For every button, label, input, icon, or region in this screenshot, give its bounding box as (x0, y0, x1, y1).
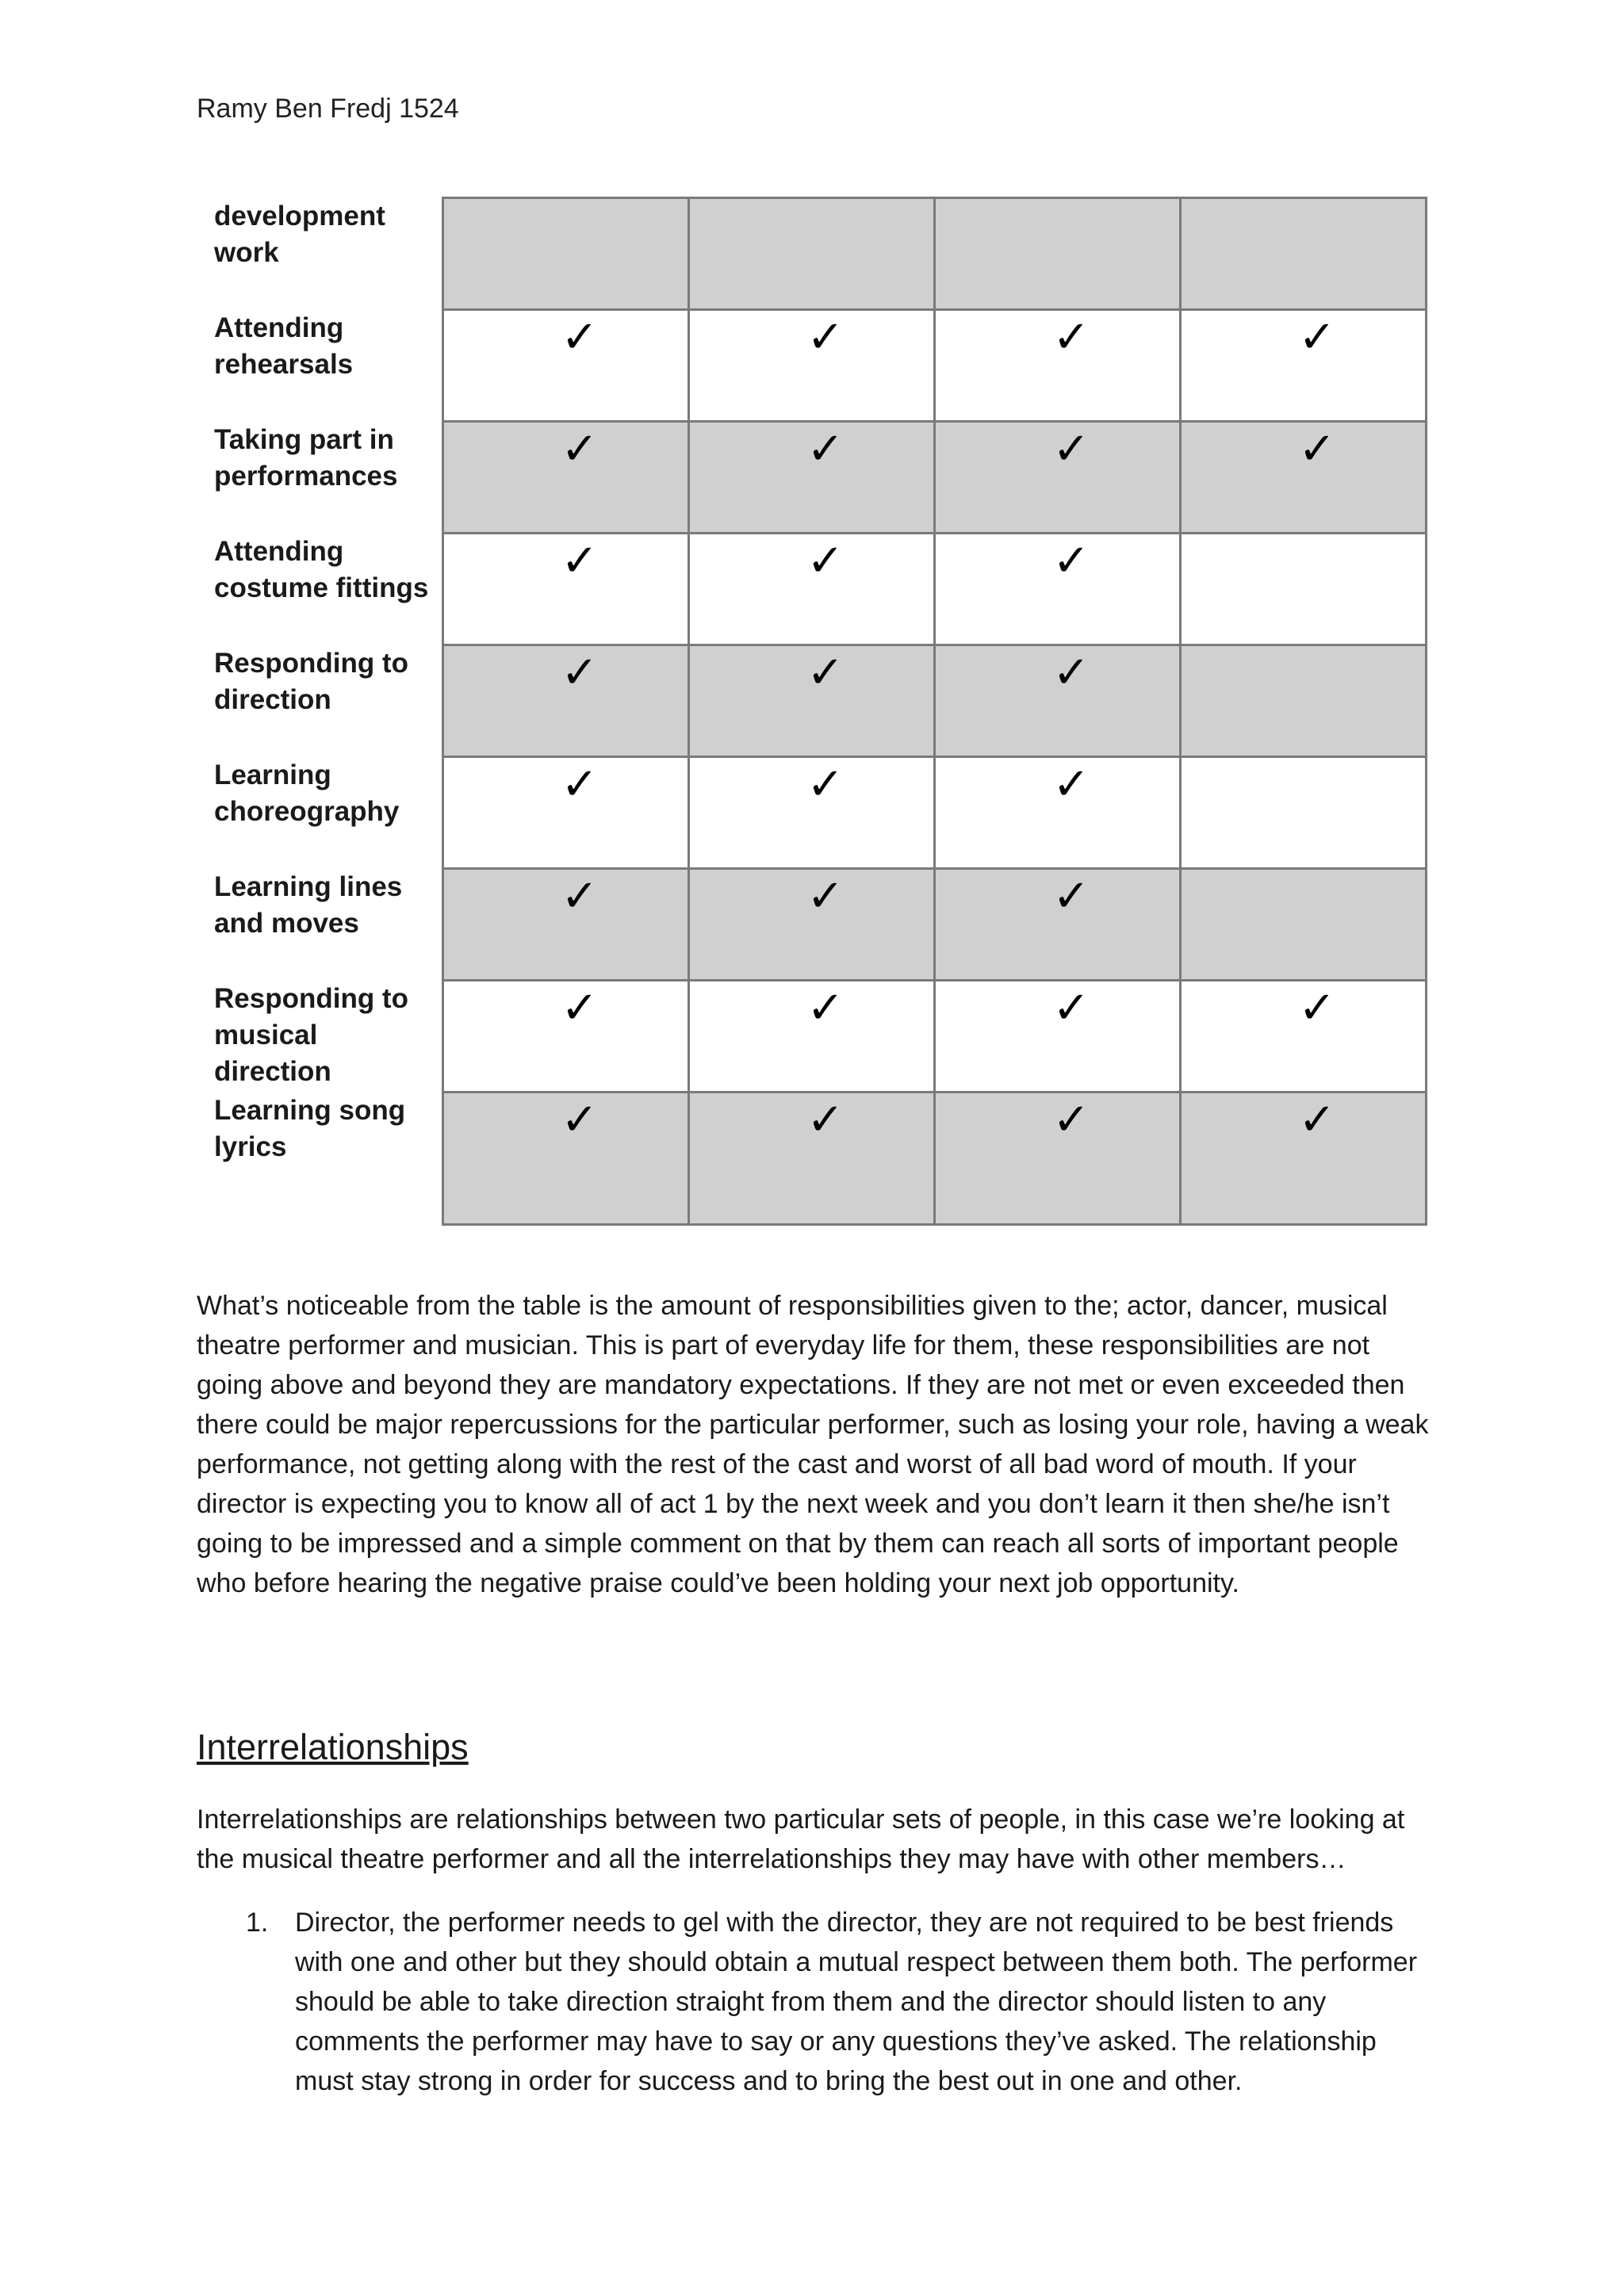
checkmark-icon: ✓ (1052, 982, 1090, 1034)
row-label (197, 534, 442, 645)
checkmark-icon: ✓ (1052, 1094, 1090, 1146)
checkmark-icon: ✓ (1052, 535, 1090, 587)
row-label-text: Learning choreography (214, 759, 400, 827)
responsibilities-table (197, 197, 1427, 1226)
section-heading: Interrelationships (197, 1727, 469, 1767)
checkmark-icon: ✓ (561, 982, 599, 1034)
table-cell (1180, 198, 1426, 310)
table-cell (934, 422, 1180, 534)
row-label (197, 981, 442, 1093)
checkmark-icon: ✓ (561, 647, 599, 698)
row-label-text: Learning song lyrics (214, 1094, 406, 1162)
checkmark-icon: ✓ (806, 871, 845, 922)
row-label-text: Attending costume fittings (214, 535, 429, 603)
checkmark-icon: ✓ (1052, 423, 1090, 475)
checkmark-icon: ✓ (806, 759, 845, 810)
table-cell (688, 534, 934, 645)
table-cell (688, 1093, 934, 1225)
table-cell (688, 198, 934, 310)
table-row (197, 1093, 1426, 1225)
table-cell (1180, 757, 1426, 869)
body-paragraph: What’s noticeable from the table is the amount of responsibilities given to the; actor, dancer, musical theatre performer and musician. This is part of everyday life for them, these responsibilities are not going above and beyond they are mandatory expectations. If they are not met or even exceeded then there could be major repercussions for the particular performer, such as losing your role, having a weak performance, not getting along with the rest of the cast and worst of all bad word of mouth. If your director is expecting you to know all of act 1 by the next week and you don’t learn it then she/he isn’t going to be impressed and a simple comment on that by them can reach all sorts of important people who before hearing the negative praise could’ve been holding your next job opportunity. (197, 1291, 1429, 1598)
table-cell (442, 422, 688, 534)
table-cell (442, 757, 688, 869)
checkmark-icon: ✓ (1298, 312, 1336, 363)
table-cell (442, 534, 688, 645)
table-cell (442, 869, 688, 981)
row-label-text: Taking part in performances (214, 423, 398, 492)
table-cell (934, 981, 1180, 1093)
checkmark-icon: ✓ (561, 423, 599, 475)
checkmark-icon: ✓ (1052, 312, 1090, 363)
row-label-text: development work (214, 200, 385, 268)
checkmark-icon: ✓ (806, 423, 845, 475)
table-row (197, 869, 1426, 981)
table-cell (688, 757, 934, 869)
table-row (197, 422, 1426, 534)
row-label (197, 1093, 442, 1225)
row-label-text: Responding to direction (214, 647, 408, 715)
table-row (197, 645, 1426, 757)
table-cell (1180, 645, 1426, 757)
checkmark-icon: ✓ (806, 982, 845, 1034)
table-cell (688, 310, 934, 422)
checkmark-icon: ✓ (806, 312, 845, 363)
table-cell (934, 757, 1180, 869)
checkmark-icon: ✓ (1298, 1094, 1336, 1146)
numbered-list (197, 1903, 1434, 2101)
table-row (197, 198, 1426, 310)
table-cell (1180, 422, 1426, 534)
table-row (197, 534, 1426, 645)
table-cell (442, 198, 688, 310)
row-label (197, 869, 442, 981)
table-cell (688, 645, 934, 757)
list-item-text: Director, the performer needs to gel with the director, they are not required to be best friends with one and other but they should obtain a mutual respect between them both. The performer should be able to take direction straight from them and the director should listen to any comments the performer may have to say or any questions they’ve asked. The relationship must stay strong in order for success and to bring the best out in one and other. (295, 1908, 1418, 2096)
checkmark-icon: ✓ (806, 1094, 845, 1146)
table-cell (934, 645, 1180, 757)
checkmark-icon: ✓ (806, 647, 845, 698)
table-cell (442, 645, 688, 757)
checkmark-icon: ✓ (1298, 423, 1336, 475)
table-cell (688, 422, 934, 534)
row-label-text: Responding to musical direction (214, 982, 408, 1087)
list-item (197, 1903, 1434, 2101)
table-cell (1180, 1093, 1426, 1225)
table-cell (934, 198, 1180, 310)
checkmark-icon: ✓ (1052, 759, 1090, 810)
table-cell (1180, 534, 1426, 645)
checkmark-icon: ✓ (561, 871, 599, 922)
table-cell (1180, 310, 1426, 422)
row-label (197, 645, 442, 757)
row-label-text: Learning lines and moves (214, 871, 403, 939)
table-cell (442, 981, 688, 1093)
checkmark-icon: ✓ (1298, 982, 1336, 1034)
list-number: 1. (246, 1908, 269, 1938)
checkmark-icon: ✓ (1052, 647, 1090, 698)
table-cell (934, 534, 1180, 645)
table-cell (688, 981, 934, 1093)
row-label (197, 422, 442, 534)
row-label (197, 310, 442, 422)
table-cell (442, 1093, 688, 1225)
table-cell (934, 1093, 1180, 1225)
table-cell (1180, 981, 1426, 1093)
table-cell (688, 869, 934, 981)
row-label (197, 757, 442, 869)
row-label-text: Attending rehearsals (214, 312, 354, 380)
table-row (197, 310, 1426, 422)
checkmark-icon: ✓ (561, 312, 599, 363)
table-cell (442, 310, 688, 422)
table-cell (1180, 869, 1426, 981)
table-cell (934, 310, 1180, 422)
table-cell (934, 869, 1180, 981)
table-row (197, 757, 1426, 869)
checkmark-icon: ✓ (1052, 871, 1090, 922)
table-row (197, 981, 1426, 1093)
row-label (197, 198, 442, 310)
page-header: Ramy Ben Fredj 1524 (197, 94, 459, 124)
checkmark-icon: ✓ (561, 535, 599, 587)
checkmark-icon: ✓ (561, 1094, 599, 1146)
checkmark-icon: ✓ (561, 759, 599, 810)
intro-paragraph: Interrelationships are relationships between two particular sets of people, in this case we’re looking at the musical theatre performer and all the interrelationships they may have with other members… (197, 1804, 1405, 1874)
checkmark-icon: ✓ (806, 535, 845, 587)
